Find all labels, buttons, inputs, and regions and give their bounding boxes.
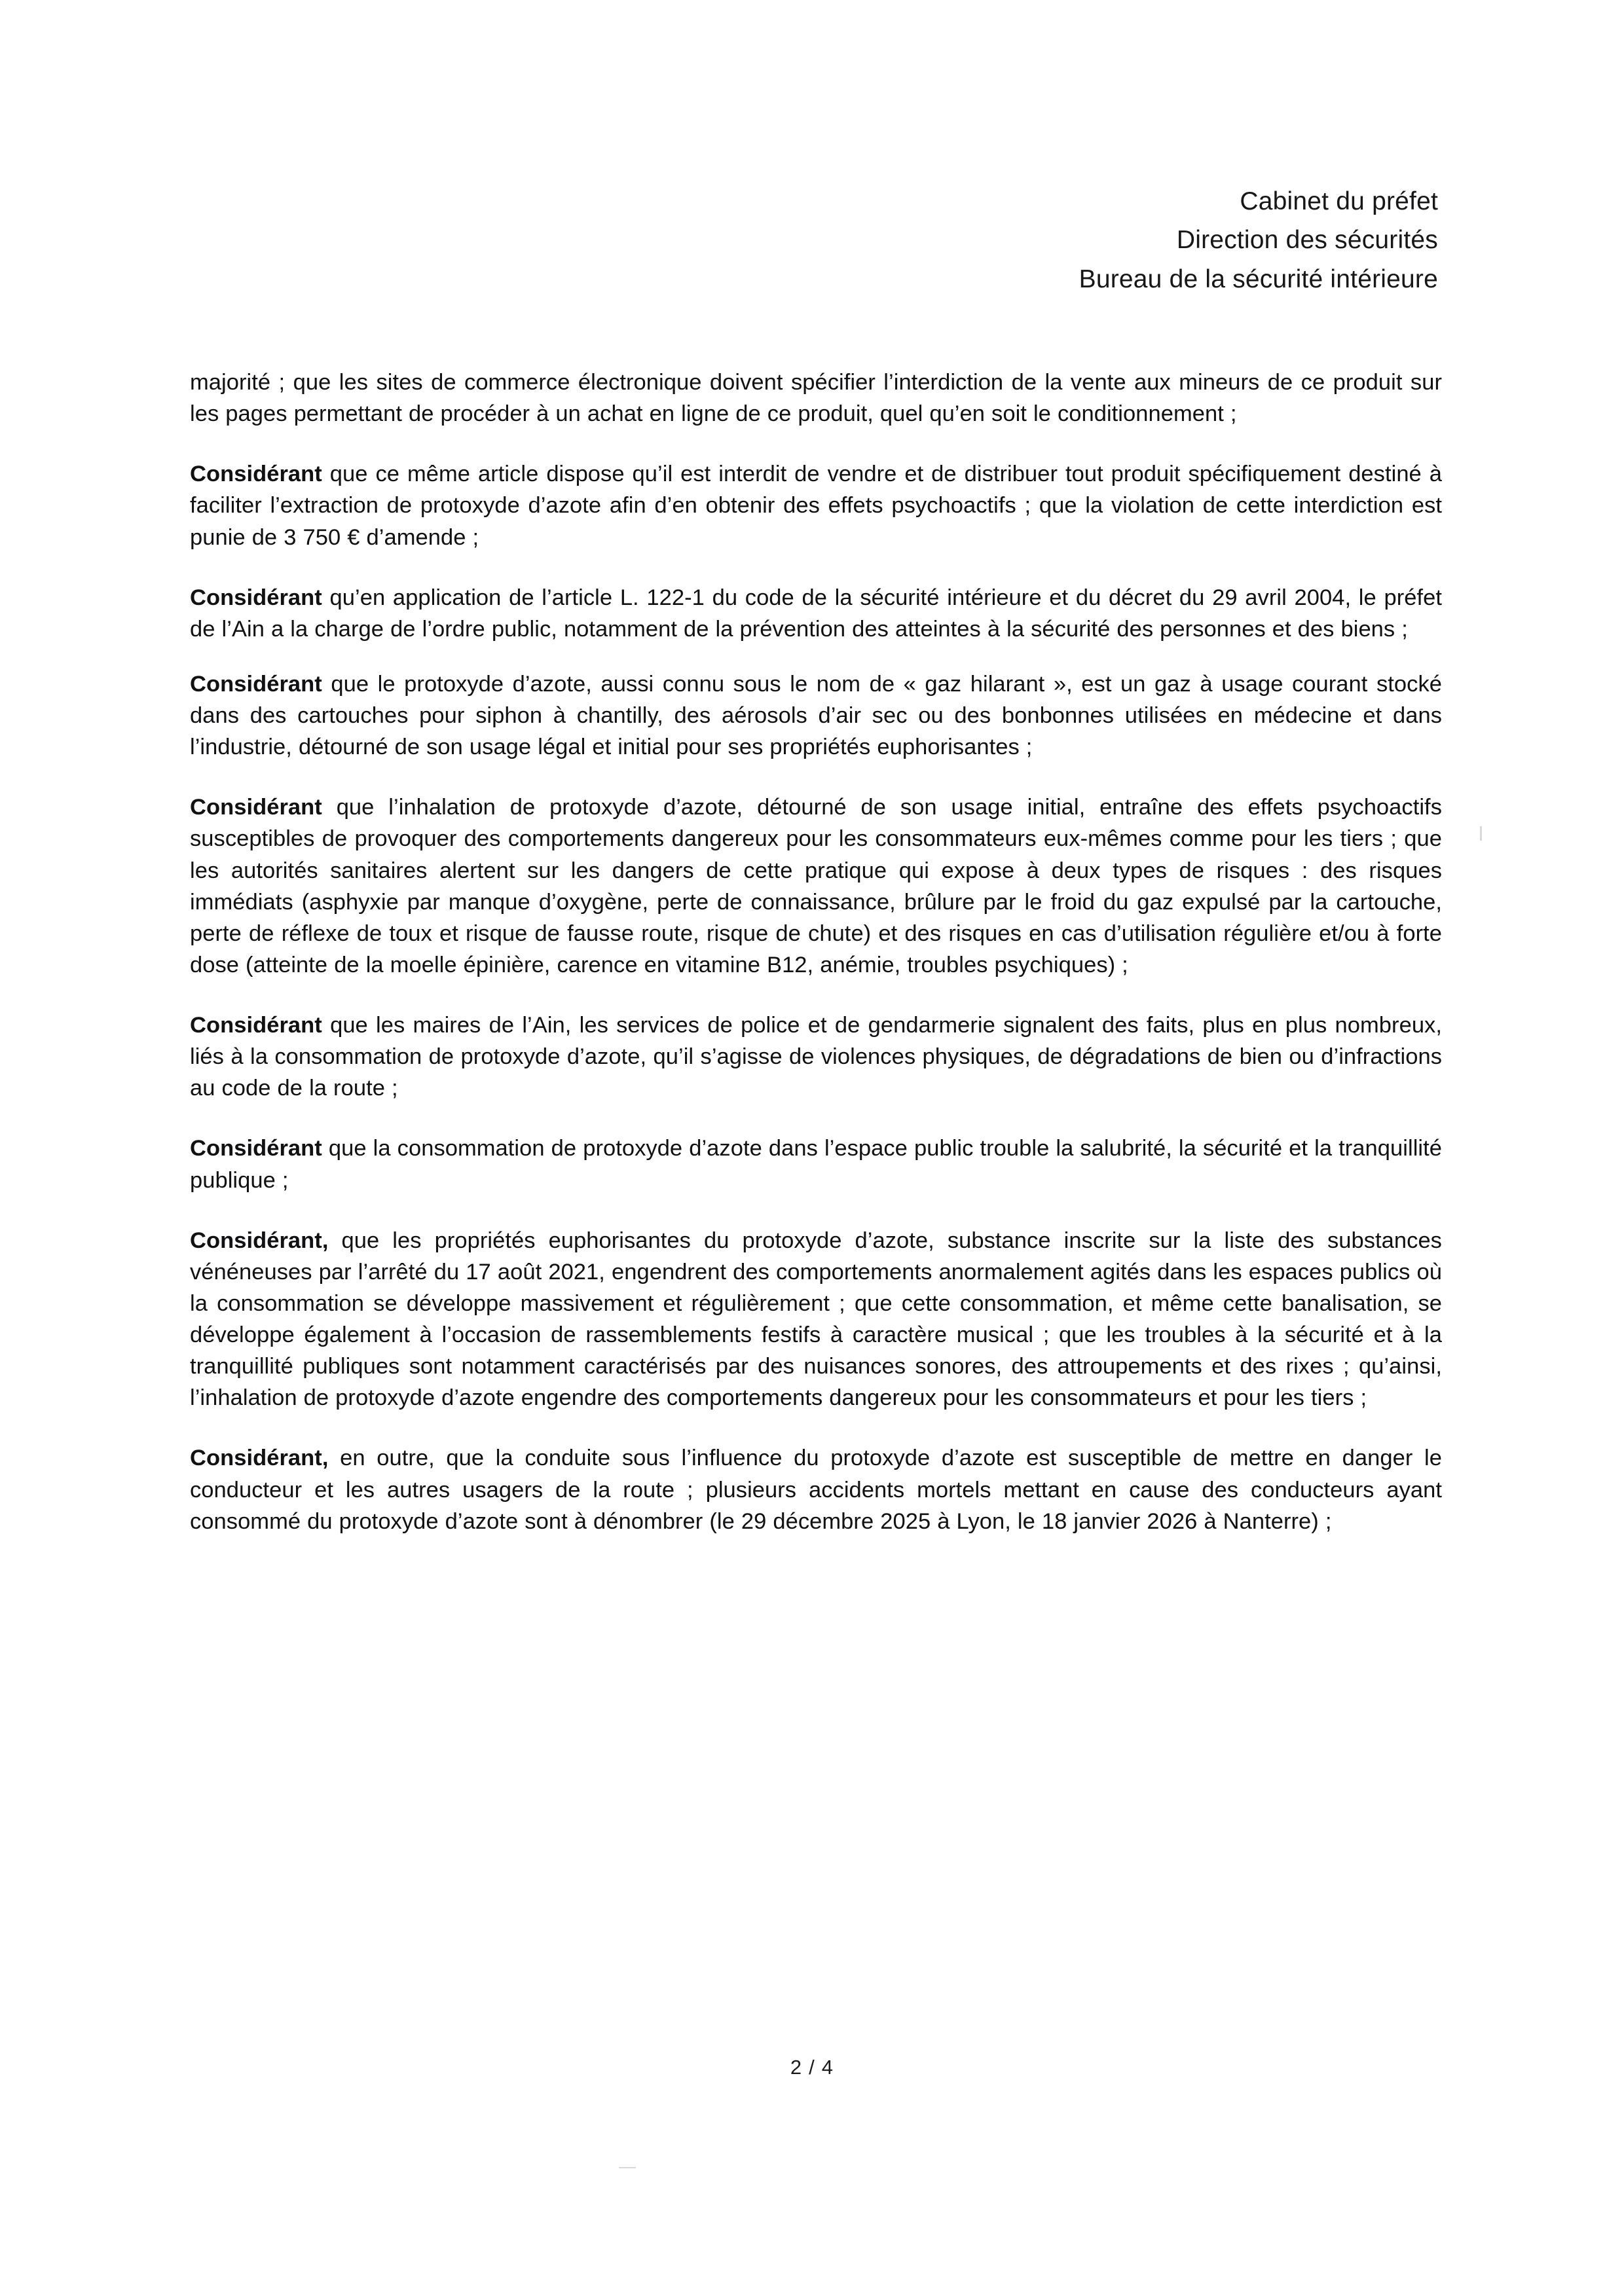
- paragraph-lead: Considérant: [190, 1013, 322, 1038]
- paragraph-text: que la consommation de protoxyde d’azote dans l’espace public trouble la salubrité, la sécurité et la tranquillité publique ;: [190, 1136, 1442, 1193]
- header-line-direction: Direction des sécurités: [1176, 226, 1438, 255]
- paragraph-considerant-conduite: [190, 1442, 1442, 1537]
- header-line-cabinet: Cabinet du préfet: [1240, 187, 1438, 215]
- scan-artifact-speck: [1480, 826, 1482, 841]
- paragraph-lead: Considérant: [190, 1136, 322, 1161]
- paragraph-considerant-gaz-hilarant: [190, 668, 1442, 763]
- paragraph-text: que le protoxyde d’azote, aussi connu sous le nom de « gaz hilarant », est un gaz à usage courant stocké dans des cartouches pour siphon à chantilly, des aérosols d’air sec ou des bonbonnes utilisées en médecine et dans l’industrie, détourné de son usage légal et initial pour ses propriétés euphorisantes ;: [190, 671, 1442, 760]
- paragraph-lead: Considérant,: [190, 1228, 329, 1253]
- document-header: [1079, 182, 1438, 299]
- paragraph-lead: Considérant: [190, 462, 322, 487]
- scan-artifact-speck: [619, 2167, 636, 2168]
- page-number: 2 / 4: [790, 2056, 834, 2079]
- header-line-bureau: Bureau de la sécurité intérieure: [1079, 264, 1438, 293]
- paragraph-lead: Considérant: [190, 585, 322, 610]
- paragraph-considerant-substances-veneneuses: [190, 1225, 1442, 1414]
- paragraph-majorite: [190, 367, 1442, 429]
- paragraph-text: que ce même article dispose qu’il est interdit de vendre et de distribuer tout produit spécifiquement destiné à faciliter l’extraction de protoxyde d’azote afin d’en obtenir des effets psychoactifs ; que la violation de cette interdiction est punie de 3 750 € d’amende ;: [190, 462, 1442, 550]
- paragraph-considerant-inhalation-risques: [190, 792, 1442, 981]
- paragraph-lead: Considérant: [190, 795, 322, 820]
- paragraph-text: que les maires de l’Ain, les services de police et de gendarmerie signalent des faits, plus en plus nombreux, liés à la consommation de protoxyde d’azote, qu’il s’agisse de violences physiques, de dégradations de bien ou d’infractions au code de la route ;: [190, 1013, 1442, 1101]
- paragraph-considerant-espace-public: [190, 1133, 1442, 1195]
- paragraph-lead: Considérant,: [190, 1446, 329, 1471]
- paragraph-lead: Considérant: [190, 671, 322, 697]
- paragraph-text: en outre, que la conduite sous l’influence du protoxyde d’azote est susceptible de mettre en danger le conducteur et les autres usagers de la route ; plusieurs accidents mortels mettant en cause des conducteurs ayant consommé du protoxyde d’azote sont à dénombrer (le 29 décembre 2025 à Lyon, le 18 janvier 2026 à Nanterre) ;: [190, 1446, 1442, 1534]
- paragraph-considerant-l122-1: [190, 582, 1442, 645]
- paragraph-text: que les propriétés euphorisantes du protoxyde d’azote, substance inscrite sur la liste des substances vénéneuses par l’arrêté du 17 août 2021, engendrent des comportements anormalement agités dans les espaces publics où la consommation se développe massivement et régulièrement ; que cette consommation, et même cette banalisation, se développe également à l’occasion de rassemblements festifs à caractère musical ; que les troubles à la sécurité et à la tranquillité publiques sont notamment caractérisés par des nuisances sonores, des attroupements et des rixes ; qu’ainsi, l’inhalation de protoxyde d’azote engendre des comportements dangereux pour les consommateurs et pour les tiers ;: [190, 1228, 1442, 1411]
- paragraph-text: que l’inhalation de protoxyde d’azote, détourné de son usage initial, entraîne des effets psychoactifs susceptibles de provoquer des comportements dangereux pour les consommateurs eux-mêmes comme pour les tiers ; que les autorités sanitaires alertent sur les dangers de cette pratique qui expose à deux types de risques : des risques immédiats (asphyxie par manque d’oxygène, perte de connaissance, brûlure par le froid du gaz expulsé par la cartouche, perte de réflexe de toux et risque de fausse route, risque de chute) et des risques en cas d’utilisation régulière et/ou à forte dose (atteinte de la moelle épinière, carence en vitamine B12, anémie, troubles psychiques) ;: [190, 795, 1442, 977]
- paragraph-considerant-article-vente: [190, 458, 1442, 553]
- paragraph-considerant-maires-ain: [190, 1010, 1442, 1104]
- document-body: [190, 367, 1442, 1563]
- paragraph-text: majorité ; que les sites de commerce électronique doivent spécifier l’interdiction de la vente aux mineurs de ce produit sur les pages permettant de procéder à un achat en ligne de ce produit, quel qu’en soit le conditionnement ;: [190, 370, 1442, 427]
- paragraph-text: qu’en application de l’article L. 122-1 du code de la sécurité intérieure et du décret du 29 avril 2004, le préfet de l’Ain a la charge de l’ordre public, notamment de la prévention des atteintes à la sécurité des personnes et des biens ;: [190, 585, 1442, 642]
